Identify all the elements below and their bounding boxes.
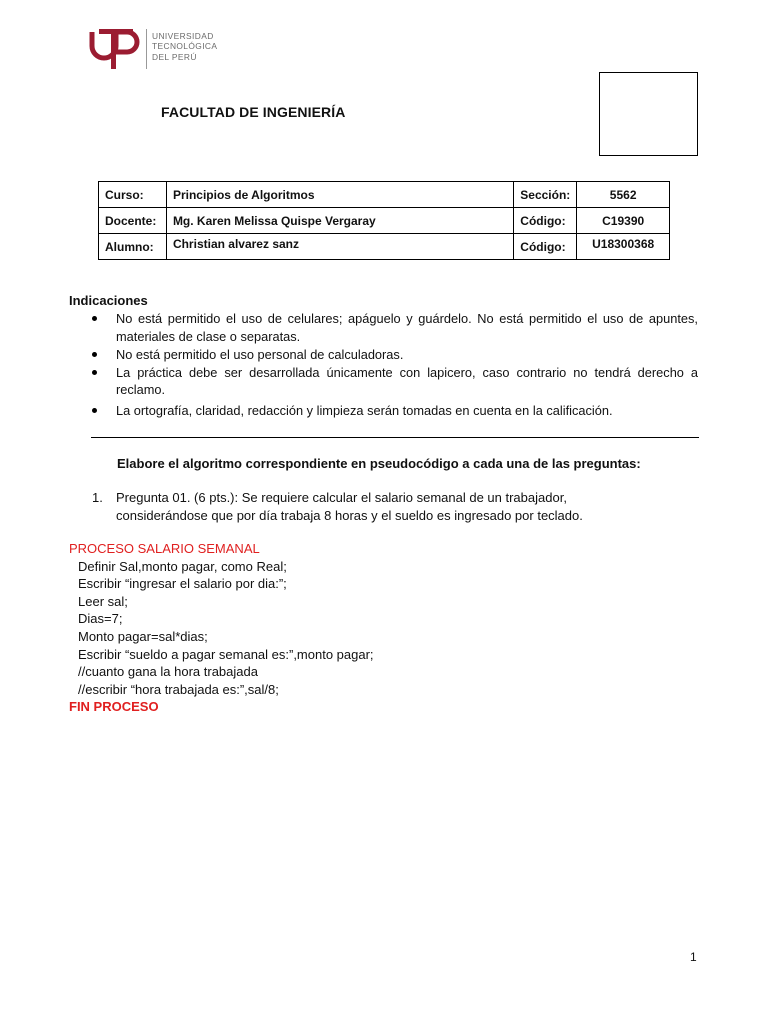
indication-text: La práctica debe ser desarrollada únicamente con lapicero, caso contrario no tendrá derecho a reclamo. — [116, 364, 698, 397]
indication-text: No está permitido el uso de celulares; apáguelo y guárdelo. No está permitido el uso de apuntes, materiales de clase o separatas. — [116, 311, 698, 344]
student-value: Christian alvarez sanz — [166, 234, 513, 260]
course-value: Principios de Algoritmos — [166, 182, 513, 208]
faculty-title: FACULTAD DE INGENIERÍA — [161, 104, 346, 120]
bullet-icon — [92, 352, 97, 357]
instruction-text: Elabore el algoritmo correspondiente en pseudocódigo a cada una de las preguntas: — [117, 456, 641, 471]
question-line-2: considerándose que por día trabaja 8 horas y el sueldo es ingresado por teclado. — [116, 507, 583, 523]
teacher-code-value: C19390 — [577, 208, 670, 234]
student-label: Alumno: — [99, 234, 167, 260]
indications-list — [92, 310, 698, 420]
code-line: Definir Sal,monto pagar, como Real; — [78, 558, 287, 574]
utp-logo — [89, 26, 229, 72]
question-number: 1. — [92, 490, 103, 505]
teacher-label: Docente: — [99, 208, 167, 234]
code-end: FIN PROCESO — [69, 699, 159, 715]
separator-line — [91, 437, 699, 438]
indication-item — [92, 346, 698, 364]
student-code-value: U18300368 — [577, 234, 670, 260]
teacher-code-label: Código: — [514, 208, 577, 234]
logo-line-2: TECNOLÓGICA — [152, 41, 218, 52]
code-line: //cuanto gana la hora trabajada — [78, 664, 258, 680]
code-start: PROCESO SALARIO SEMANAL — [69, 541, 260, 556]
utp-logo-icon — [89, 26, 145, 72]
code-line: //escribir “hora trabajada es:”,sal/8; — [78, 681, 279, 697]
indications-title: Indicaciones — [69, 293, 148, 308]
logo-line-3: DEL PERÚ — [152, 51, 197, 62]
code-line: Dias=7; — [78, 611, 123, 627]
indication-item — [92, 402, 698, 420]
info-table — [98, 181, 670, 260]
code-line: Leer sal; — [78, 593, 128, 609]
code-line: Monto pagar=sal*dias; — [78, 628, 208, 644]
page-number: 1 — [690, 950, 697, 964]
section-label: Sección: — [514, 182, 577, 208]
bullet-icon — [92, 370, 97, 375]
indication-item — [92, 310, 698, 345]
indication-text: La ortografía, claridad, redacción y limpieza serán tomadas en cuenta en la calificación. — [116, 402, 613, 418]
code-line: Escribir “ingresar el salario por dia:”; — [78, 576, 287, 592]
indication-text: No está permitido el uso personal de calculadoras. — [116, 346, 404, 362]
question-text — [116, 489, 583, 524]
student-code-label: Código: — [514, 234, 577, 260]
question-line-1: Pregunta 01. (6 pts.): Se requiere calcular el salario semanal de un trabajador, — [116, 490, 567, 505]
pseudocode-block — [69, 540, 374, 716]
logo-divider — [146, 29, 147, 69]
course-label: Curso: — [99, 182, 167, 208]
bullet-icon — [92, 408, 97, 413]
bullet-icon — [92, 316, 97, 321]
section-value: 5562 — [577, 182, 670, 208]
info-row-course — [99, 182, 670, 208]
logo-text — [152, 31, 217, 62]
info-row-student — [99, 234, 670, 260]
code-line: Escribir “sueldo a pagar semanal es:”,monto pagar; — [78, 646, 374, 662]
teacher-value: Mg. Karen Melissa Quispe Vergaray — [166, 208, 513, 234]
indication-item — [92, 364, 698, 399]
photo-box — [599, 72, 698, 156]
info-row-teacher — [99, 208, 670, 234]
logo-line-1: UNIVERSIDAD — [152, 31, 214, 41]
